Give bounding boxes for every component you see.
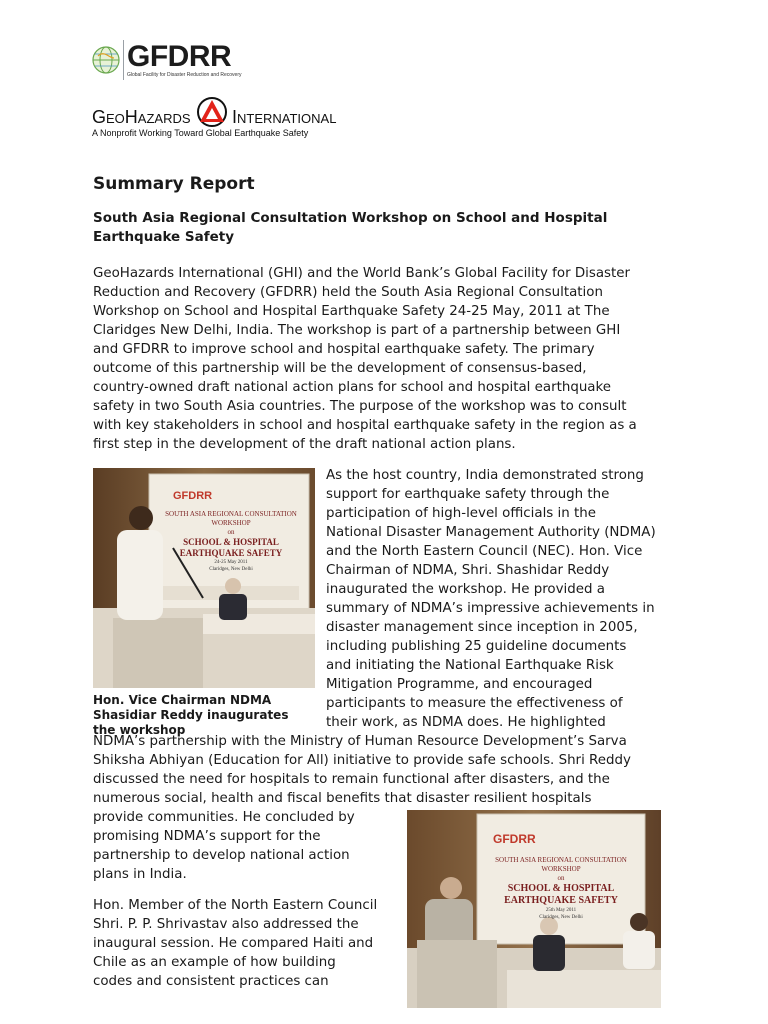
text-line: participants to measure the effectiveness of — [326, 696, 623, 711]
banner-line: SCHOOL & HOSPITAL — [507, 883, 615, 894]
gfdrr-tagline: Global Facility for Disaster Reduction and Recovery — [127, 72, 242, 78]
text-line: their work, as NDMA does. He highlighted — [326, 715, 606, 730]
ghi-logo — [92, 97, 352, 143]
text-line: Hon. Member of the North Eastern Council — [93, 898, 378, 913]
text-line: Chairman of NDMA, Shri. Shashidar Reddy — [326, 563, 610, 578]
text-line: safety in two South Asia countries. The purpose of the workshop was to consult — [93, 399, 627, 414]
text-line: Claridges New Delhi, India. The workshop is part of a partnership between GHI — [93, 323, 621, 338]
text-line: Chile as an example of how building — [93, 955, 336, 970]
text-line: As the host country, India demonstrated strong — [326, 468, 644, 483]
gfdrr-logo — [92, 40, 252, 84]
banner-line: on — [557, 874, 565, 882]
text-line: inaugural session. He compared Haiti and — [93, 936, 374, 951]
text-line: Mitigation Programme, and encouraged — [326, 677, 593, 692]
logo-divider — [123, 40, 124, 80]
banner-line: Claridges, New Delhi — [209, 567, 253, 572]
banner-line: EARTHQUAKE SAFETY — [179, 548, 283, 558]
photo-inaugural-session — [407, 810, 661, 1008]
banner-logo: GFDRR — [493, 832, 536, 846]
banner-text — [483, 856, 639, 921]
text-line: inaugurated the workshop. He provided a — [326, 582, 605, 597]
text-line: Reduction and Recovery (GFDRR) held the South Asia Regional Consultation — [93, 285, 603, 300]
page-title: Summary Report — [93, 174, 255, 194]
globe-icon — [92, 46, 120, 74]
banner-line: WORKSHOP — [541, 865, 581, 873]
text-line: discussed the need for hospitals to remain functional after disasters, and the — [93, 772, 610, 787]
photo-inauguration — [93, 468, 315, 688]
text-line: Shri. P. P. Shrivastav also addressed the — [93, 917, 359, 932]
ghi-wordmark-part1: GeoHazards — [92, 107, 191, 127]
photo-caption: Hon. Vice Chairman NDMA Shasidiar Reddy inaugurates the workshop — [93, 693, 289, 737]
ghi-tagline: A Nonprofit Working Toward Global Earthquake Safety — [92, 128, 309, 138]
page-subtitle: South Asia Regional Consultation Workshop on School and Hospital Earthquake Safety — [93, 210, 608, 245]
banner-line: Claridges, New Delhi — [539, 915, 583, 920]
banner-line: SOUTH ASIA REGIONAL CONSULTATION — [165, 510, 297, 518]
banner-line: 25th May 2011 — [545, 908, 577, 913]
text-line: country-owned draft national action plans for school and hospital earthquake — [93, 380, 612, 395]
text-line: support for earthquake safety through the — [326, 487, 610, 502]
text-line: Shiksha Abhiyan (Education for All) initiative to provide safe schools. Shri Reddy — [93, 753, 631, 768]
text-line: plans in India. — [93, 867, 187, 882]
banner-line: SOUTH ASIA REGIONAL CONSULTATION — [495, 856, 627, 864]
text-line: disaster management since inception in 2005, — [326, 620, 638, 635]
text-line: codes and consistent practices can — [93, 974, 329, 989]
text-line: GeoHazards International (GHI) and the World Bank’s Global Facility for Disaster — [93, 266, 631, 281]
text-line: outcome of this partnership will be the development of consensus-based, — [93, 361, 587, 376]
text-line: participation of high-level officials in the — [326, 506, 596, 521]
banner-text — [155, 510, 307, 573]
banner-line: EARTHQUAKE SAFETY — [504, 895, 618, 906]
banner-line: 24-25 May 2011 — [214, 560, 248, 565]
text-line: partnership to develop national action — [93, 848, 350, 863]
text-line: provide communities. He concluded by — [93, 810, 355, 825]
text-line: and GFDRR to improve school and hospital earthquake safety. The primary — [93, 342, 595, 357]
banner-line: SCHOOL & HOSPITAL — [183, 537, 279, 547]
text-line: first step in the development of the draft national action plans. — [93, 437, 516, 452]
ghi-wordmark-part2: International — [232, 107, 337, 127]
text-line: summary of NDMA’s impressive achievements in — [326, 601, 655, 616]
text-line: including publishing 25 guideline documents — [326, 639, 627, 654]
triangle-mark-icon — [195, 97, 229, 127]
text-line: National Disaster Management Authority (NDMA) — [326, 525, 656, 540]
text-line: with key stakeholders in school and hospital earthquake safety in the region as a — [93, 418, 637, 433]
text-line: NDMA’s partnership with the Ministry of Human Resource Development’s Sarva — [93, 734, 627, 749]
text-line: promising NDMA’s support for the — [93, 829, 321, 844]
banner-line: on — [227, 528, 235, 536]
text-line: and initiating the National Earthquake Risk — [326, 658, 614, 673]
gfdrr-wordmark: GFDRR — [127, 40, 232, 73]
text-line: and the North Eastern Council (NEC). Hon. Vice — [326, 544, 643, 559]
banner-line: WORKSHOP — [211, 519, 251, 527]
text-line: numerous social, health and fiscal benefits that disaster resilient hospitals — [93, 791, 592, 806]
banner-logo: GFDRR — [173, 490, 213, 502]
text-line: Workshop on School and Hospital Earthquake Safety 24-25 May, 2011 at The — [93, 304, 610, 319]
